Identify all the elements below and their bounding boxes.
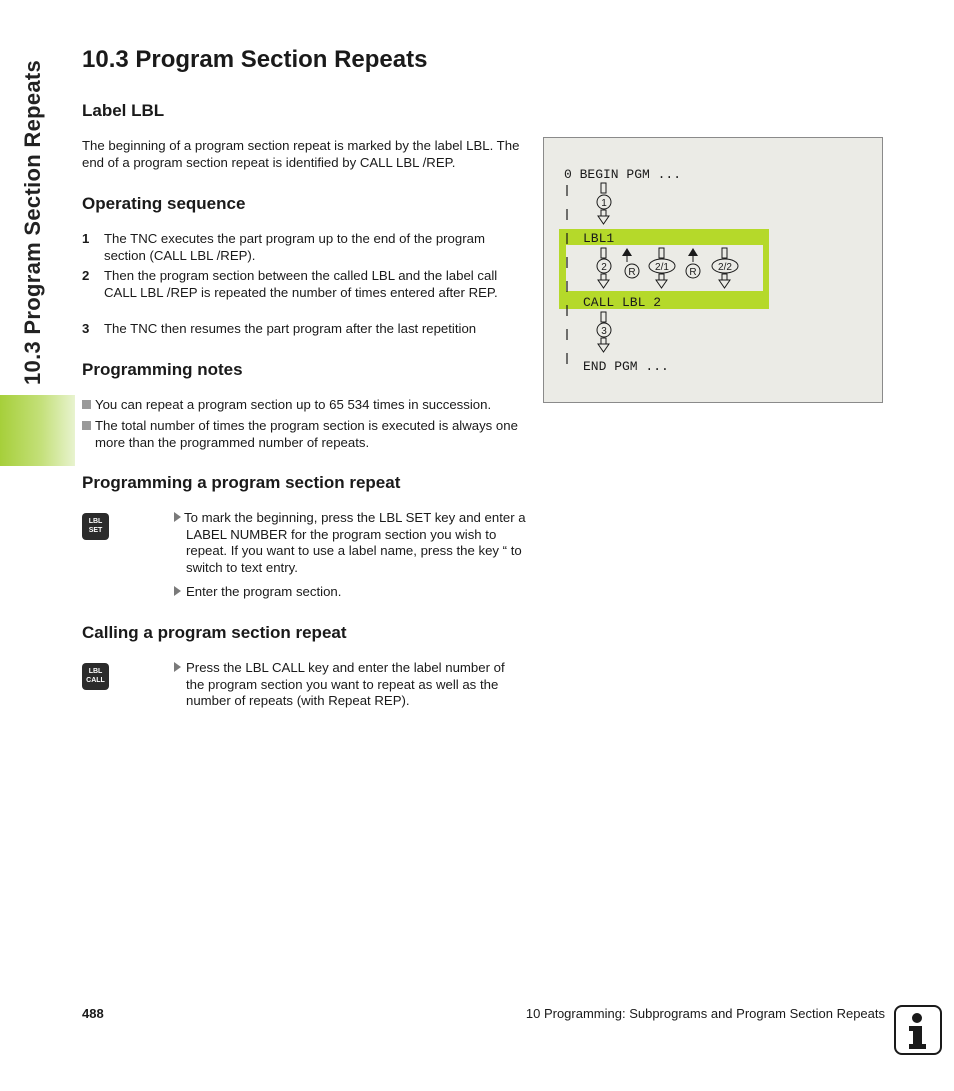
page-title: 10.3 Program Section Repeats: [82, 46, 428, 73]
marker-2-2: 2/2: [718, 262, 732, 273]
footer-chapter-title: 10 Programming: Subprograms and Program Section Repeats: [525, 1006, 885, 1021]
code-line-end: END PGM ...: [583, 359, 669, 374]
lbl-set-key[interactable]: [82, 513, 109, 540]
seq-text-1: The TNC executes the part program up to the end of the program section (CALL LBL /REP).: [104, 231, 485, 263]
marker-2: 2: [601, 262, 607, 273]
marker-r2: R: [689, 267, 697, 278]
heading-operating-sequence: Operating sequence: [82, 194, 246, 213]
heading-programming-notes: Programming notes: [82, 360, 243, 379]
step-arrow-icon: [174, 512, 181, 522]
diagram-svg: [544, 138, 884, 404]
code-line-begin: 0 BEGIN PGM ...: [564, 167, 682, 182]
prog-step-2: Enter the program section.: [186, 584, 342, 599]
program-section-repeat-diagram: [543, 137, 883, 403]
side-tab-accent: [0, 395, 75, 466]
seq-num-1: 1: [82, 231, 90, 246]
heading-calling-repeat: Calling a program section repeat: [82, 623, 347, 642]
side-tab: [0, 0, 75, 466]
call-step-1: Press the LBL CALL key and enter the label number of the program section you want to repeat as well as the number of repeats (with Repeat REP).: [186, 660, 505, 708]
seq-text-3: The TNC then resumes the part program after the last repetition: [104, 321, 477, 336]
heading-label-lbl: Label LBL: [82, 101, 165, 120]
note-text-2: The total number of times the program section is executed is always one more than the programmed number of repeats.: [95, 418, 518, 450]
marker-3: 3: [601, 326, 607, 337]
lbl-call-key-line1: LBL: [88, 668, 103, 675]
note-bullet-2: [82, 421, 91, 430]
lbl-call-key[interactable]: [82, 663, 109, 690]
seq-text-2: Then the program section between the called LBL and the label call CALL LBL /REP is repeated the number of times entered after REP.: [104, 268, 498, 300]
label-lbl-text: The beginning of a program section repeat is marked by the label LBL. The end of a program section repeat is identified by CALL LBL /REP.: [82, 138, 520, 170]
code-line-lbl1: LBL1: [583, 231, 615, 246]
note-text-1: You can repeat a program section up to 65 534 times in succession.: [95, 397, 492, 412]
step-arrow-icon: [174, 662, 181, 672]
step-arrow-icon: [174, 586, 181, 596]
prog-step-1: To mark the beginning, press the LBL SET key and enter a LABEL NUMBER for the program section you wish to repeat. If you want to use a label name, press the key “ to switch to text entry.: [184, 510, 526, 575]
marker-r1: R: [628, 267, 636, 278]
info-icon: [894, 1005, 942, 1055]
seq-num-3: 3: [82, 321, 90, 336]
page-number: 488: [82, 1006, 104, 1021]
marker-1: 1: [601, 198, 607, 209]
marker-2-1: 2/1: [655, 262, 669, 273]
lbl-set-key-line1: LBL: [88, 518, 103, 525]
lbl-set-key-line2: SET: [88, 526, 103, 534]
info-glyph: [896, 1007, 940, 1053]
lbl-call-key-line2: CALL: [86, 676, 105, 684]
heading-programming-repeat: Programming a program section repeat: [82, 473, 401, 492]
seq-num-2: 2: [82, 268, 90, 283]
side-tab-title: 10.3 Program Section Repeats: [20, 59, 45, 385]
note-bullet-1: [82, 400, 91, 409]
code-line-call: CALL LBL 2: [583, 295, 662, 310]
